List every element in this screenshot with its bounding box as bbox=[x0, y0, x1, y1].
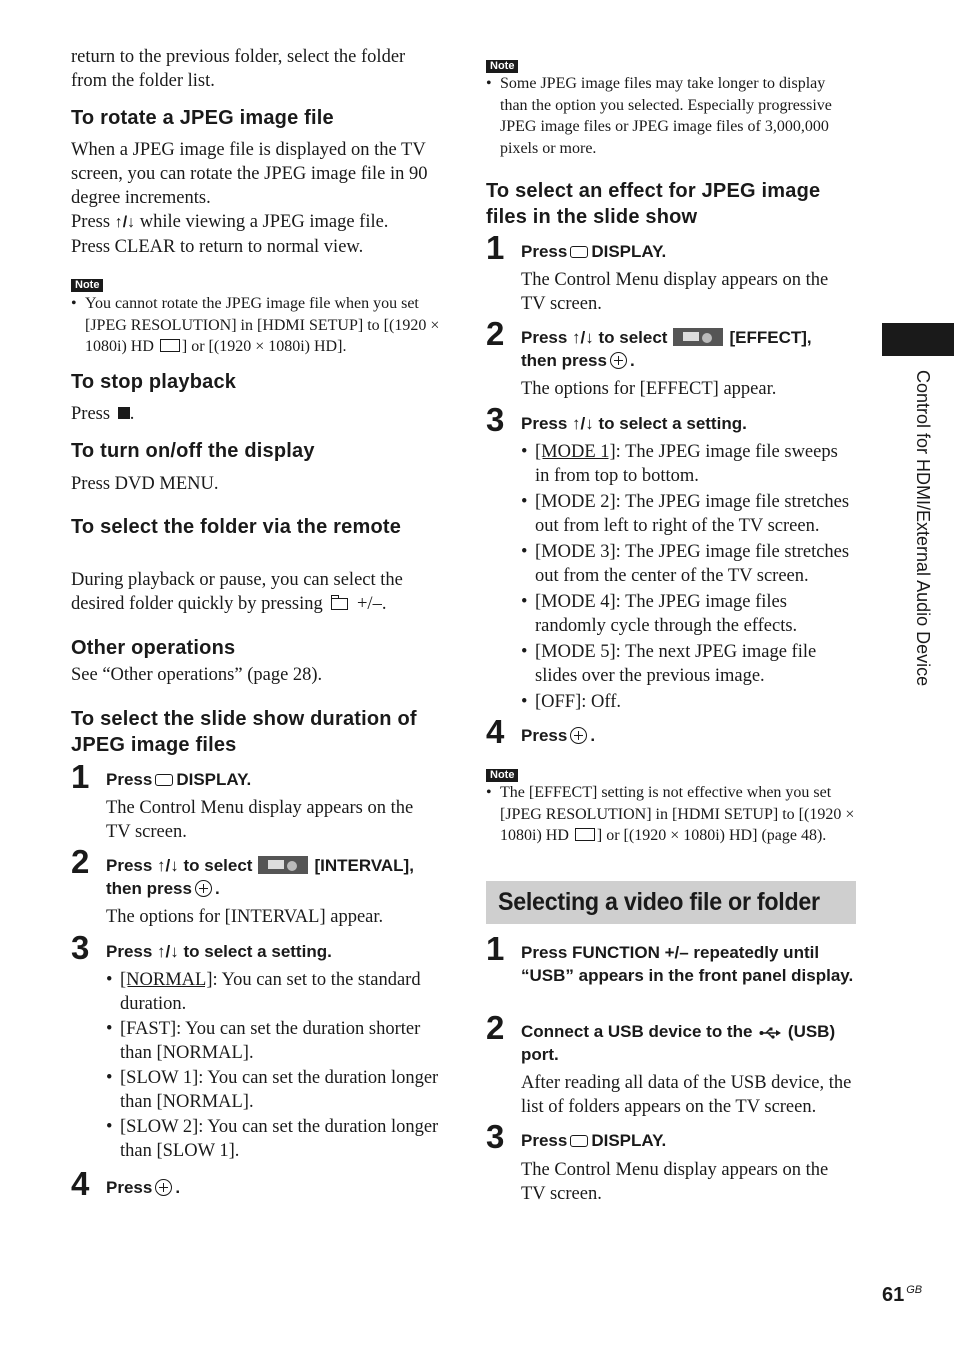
step-heading-text: (USB) port. bbox=[521, 1022, 836, 1064]
note-2 bbox=[486, 56, 518, 74]
note-3-text-b: ] or [(1920 × 1080i) HD] (page 48). bbox=[596, 827, 827, 844]
list-item bbox=[106, 1115, 441, 1163]
display-heading: To turn on/off the display bbox=[71, 440, 315, 462]
step-body: The Control Menu display appears on the TV screen. bbox=[521, 1160, 829, 1204]
step-number: 4 bbox=[71, 1165, 90, 1202]
step-number: 1 bbox=[486, 930, 505, 967]
rotate-text-2a: Press bbox=[71, 212, 115, 232]
interval-menu-icon bbox=[258, 856, 308, 874]
enter-button-icon bbox=[570, 727, 587, 744]
list-item bbox=[521, 590, 856, 638]
enter-button-icon bbox=[610, 352, 627, 369]
step-heading-text: Press bbox=[521, 1131, 568, 1150]
option-text: [OFF]: Off. bbox=[535, 692, 621, 712]
list-item bbox=[106, 1017, 441, 1065]
step-body: The options for [INTERVAL] appear. bbox=[106, 907, 384, 927]
folder-heading: To select the folder via the remote bbox=[71, 516, 402, 538]
note-badge: Note bbox=[71, 279, 103, 292]
display-text: Press DVD MENU. bbox=[71, 474, 219, 494]
section-header bbox=[486, 881, 856, 924]
intro-text: return to the previous folder, select the folder from the folder list. bbox=[71, 47, 406, 91]
step-heading-text: [EFFECT], bbox=[729, 328, 812, 347]
step-heading: Press ↑/↓ to select a setting. bbox=[521, 414, 747, 433]
usb-icon bbox=[759, 1027, 781, 1039]
step-heading: Press ↑/↓ to select a setting. bbox=[106, 942, 332, 961]
rotate-text-1: When a JPEG image file is displayed on the TV screen, you can rotate the JPEG image file in 90 degree increments. bbox=[71, 140, 428, 208]
note-1-text bbox=[71, 293, 443, 358]
option-text: [SLOW 2]: You can set the duration longer than [SLOW 1]. bbox=[120, 1117, 439, 1161]
hd-frame-icon bbox=[575, 828, 595, 841]
folder-text-b: +/–. bbox=[352, 594, 387, 614]
step-heading-text: Connect a USB device to the bbox=[521, 1022, 753, 1041]
step-body: After reading all data of the USB device, the list of folders appears on the TV screen. bbox=[521, 1073, 852, 1117]
note-badge: Note bbox=[486, 769, 518, 782]
rotate-text-2b: while viewing a JPEG image file. bbox=[135, 212, 389, 232]
step-heading-text: [INTERVAL], bbox=[314, 856, 414, 875]
step-heading-text: then press bbox=[106, 879, 192, 898]
display-button-icon bbox=[570, 1135, 588, 1147]
step-heading-text: Press bbox=[521, 726, 568, 745]
step-number: 2 bbox=[71, 843, 90, 880]
option-text: [FAST]: You can set the duration shorter than [NORMAL]. bbox=[120, 1019, 421, 1063]
option-text: : The JPEG image file sweeps in from top to bottom. bbox=[535, 442, 838, 486]
stop-heading: To stop playback bbox=[71, 371, 237, 393]
interval-heading: To select the slide show duration of JPEG image files bbox=[71, 708, 417, 756]
option-text: : You can set to the standard duration. bbox=[120, 970, 421, 1014]
note-3-text bbox=[486, 782, 858, 847]
step-heading-text: DISPLAY. bbox=[591, 1131, 667, 1150]
step-number: 3 bbox=[71, 929, 90, 966]
other-heading: Other operations bbox=[71, 637, 236, 659]
step-number: 3 bbox=[486, 401, 505, 438]
stop-text: Press . bbox=[71, 404, 135, 424]
step-heading-text: DISPLAY. bbox=[176, 770, 252, 789]
step-heading bbox=[106, 768, 251, 791]
folder-text bbox=[71, 568, 443, 616]
step-number: 4 bbox=[486, 713, 505, 750]
step-heading: Press . bbox=[521, 726, 596, 745]
chapter-label: Control for HDMI/External Audio Device bbox=[913, 370, 933, 687]
option-text: [MODE 4]: The JPEG image files randomly cycle through the effects. bbox=[535, 592, 798, 636]
option-text: [MODE 5]: The next JPEG image file slides over the previous image. bbox=[535, 642, 817, 686]
note-1-text-a: You cannot rotate the JPEG image file when you set [JPEG RESOLUTION] in [HDMI SETUP] to [(1920 × 1080i) HD bbox=[85, 295, 440, 355]
step-heading-text: DISPLAY. bbox=[591, 242, 667, 261]
rotate-heading: To rotate a JPEG image file bbox=[71, 107, 334, 129]
option-text: [MODE 2]: The JPEG image file stretches out from left to right of the TV screen. bbox=[535, 492, 850, 536]
step-heading-text: Press bbox=[106, 770, 153, 789]
option-text: [SLOW 1]: You can set the duration longer than [NORMAL]. bbox=[120, 1068, 439, 1112]
list-item bbox=[521, 540, 856, 588]
rotate-paragraph bbox=[71, 138, 441, 259]
folder-icon bbox=[331, 598, 348, 610]
list-item bbox=[106, 1066, 441, 1114]
note-1 bbox=[71, 275, 103, 293]
page-number bbox=[882, 1283, 922, 1310]
list-item bbox=[521, 640, 856, 688]
enter-button-icon bbox=[195, 880, 212, 897]
enter-button-icon bbox=[155, 1179, 172, 1196]
step-heading-text: Press bbox=[106, 1178, 153, 1197]
step-number: 1 bbox=[71, 758, 90, 795]
rotate-text-3: Press CLEAR to return to normal view. bbox=[71, 237, 364, 257]
step-heading-text: Press bbox=[521, 242, 568, 261]
page-number-suffix: GB bbox=[906, 1284, 923, 1296]
stop-icon bbox=[118, 407, 130, 419]
effect-menu-icon bbox=[673, 328, 723, 346]
chapter-tab bbox=[882, 323, 954, 356]
interval-options bbox=[106, 968, 441, 1163]
step-heading-text: then press bbox=[521, 351, 607, 370]
step-heading: Press . bbox=[106, 1178, 181, 1197]
list-item bbox=[106, 968, 441, 1016]
note-3 bbox=[486, 765, 518, 783]
option-key: [MODE 1] bbox=[535, 442, 616, 462]
step-heading-text: Press ↑/↓ to select bbox=[521, 328, 668, 347]
note-badge: Note bbox=[486, 60, 518, 73]
folder-text-a: During playback or pause, you can select the desired folder quickly by pressing bbox=[71, 570, 403, 614]
option-text: [MODE 3]: The JPEG image file stretches out from the center of the TV screen. bbox=[535, 542, 850, 586]
effect-options bbox=[521, 440, 856, 714]
list-item bbox=[521, 490, 856, 538]
step-body: The Control Menu display appears on the TV screen. bbox=[521, 270, 829, 314]
step-heading bbox=[521, 1129, 666, 1152]
note-2-text-body: Some JPEG image files may take longer to display than the option you selected. Especially progressive JPEG image files or JPEG image files of 3,000,000 pixels or more. bbox=[500, 75, 832, 157]
step-body: The options for [EFFECT] appear. bbox=[521, 379, 777, 399]
stop-text-label: Press bbox=[71, 404, 115, 424]
option-key: [NORMAL] bbox=[120, 970, 213, 990]
effect-heading: To select an effect for JPEG image files in the slide show bbox=[486, 180, 821, 228]
note-2-text bbox=[486, 73, 856, 159]
step-number: 2 bbox=[486, 315, 505, 352]
up-down-arrows-icon: ↑/↓ bbox=[114, 214, 136, 231]
other-text: See “Other operations” (page 28). bbox=[71, 665, 323, 685]
step-number: 3 bbox=[486, 1118, 505, 1155]
page-number-value: 61 bbox=[882, 1284, 905, 1306]
step-heading bbox=[521, 240, 666, 263]
note-3-text-a: The [EFFECT] setting is not effective when you set [JPEG RESOLUTION] in [HDMI SETUP] to [(1920 × 1080i) HD bbox=[500, 784, 855, 844]
step-number: 1 bbox=[486, 229, 505, 266]
section-title: Selecting a video file or folder bbox=[498, 888, 820, 916]
step-number: 2 bbox=[486, 1009, 505, 1046]
note-1-text-b: ] or [(1920 × 1080i) HD]. bbox=[181, 338, 347, 355]
step-heading: Press FUNCTION +/– repeatedly until “USB” appears in the front panel display. bbox=[521, 943, 854, 985]
hd-frame-icon bbox=[160, 339, 180, 352]
list-item bbox=[521, 440, 856, 488]
step-body: The Control Menu display appears on the TV screen. bbox=[106, 798, 414, 842]
step-heading bbox=[521, 1020, 859, 1066]
step-heading: Press ↑/↓ to select [INTERVAL], then press . bbox=[106, 856, 414, 898]
step-heading-text: Press ↑/↓ to select bbox=[106, 856, 253, 875]
step-heading: Press ↑/↓ to select [EFFECT], then press . bbox=[521, 328, 812, 370]
list-item bbox=[521, 690, 856, 714]
display-button-icon bbox=[155, 774, 173, 786]
display-button-icon bbox=[570, 246, 588, 258]
